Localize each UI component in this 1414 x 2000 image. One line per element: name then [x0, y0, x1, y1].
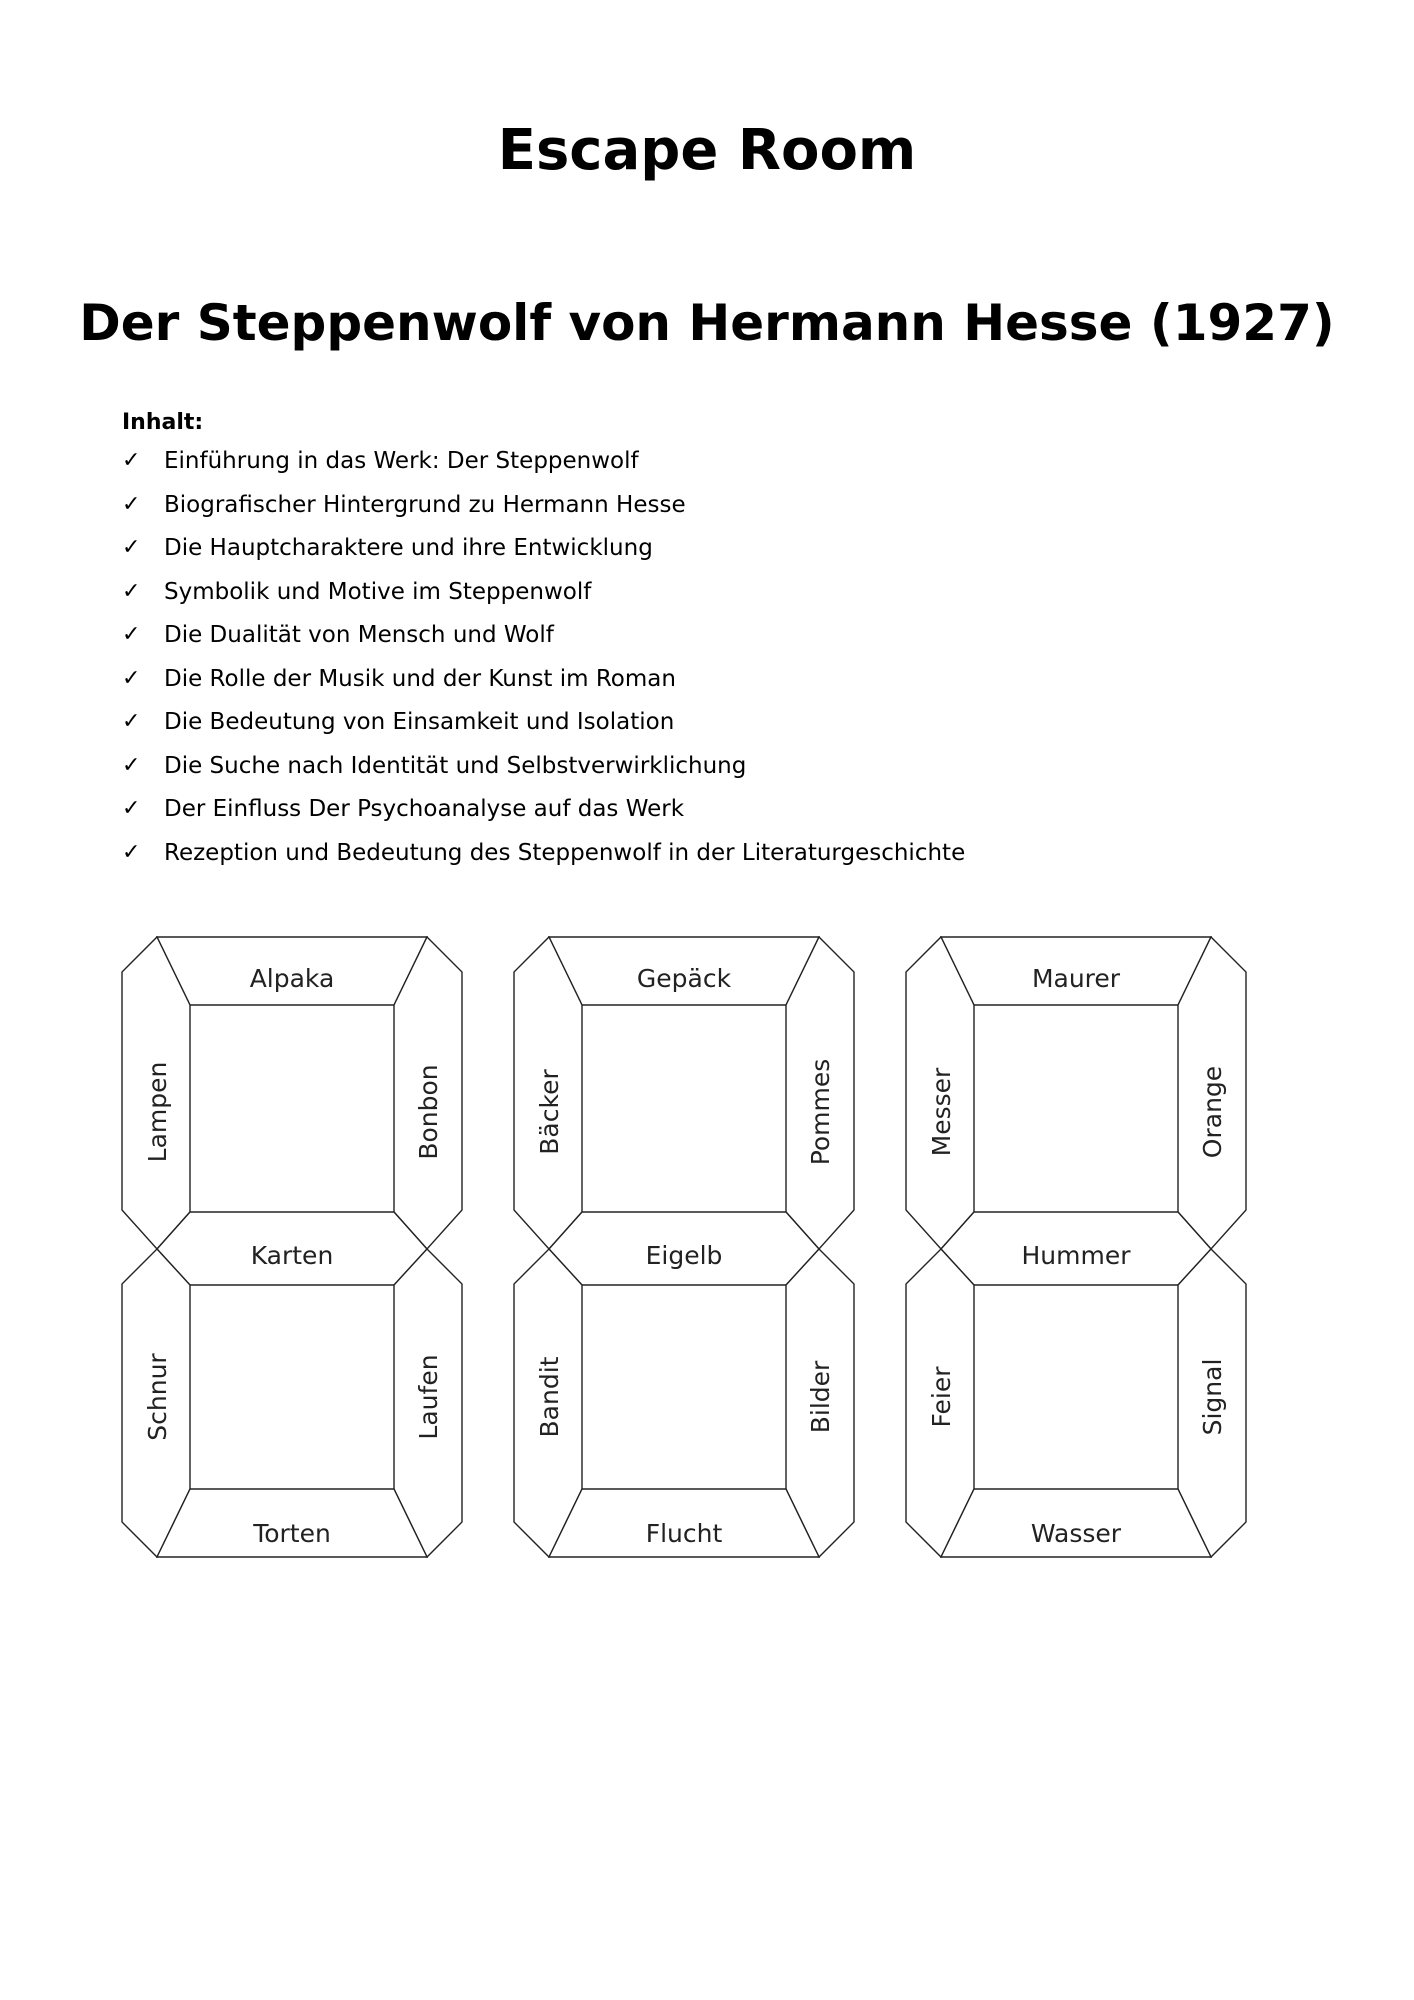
- segment-label-bottom: Flucht: [645, 1519, 723, 1548]
- segment-label-top: Alpaka: [249, 964, 335, 993]
- segment-label-top: Maurer: [1031, 964, 1121, 993]
- list-item: [122, 839, 965, 883]
- page-title: Escape Room: [497, 118, 917, 183]
- list-item: [122, 708, 965, 752]
- list-item: [122, 665, 965, 709]
- check-icon: ✓: [122, 448, 141, 473]
- check-icon: ✓: [122, 491, 141, 517]
- lower-square: [974, 1285, 1178, 1489]
- list-item: [122, 534, 965, 578]
- list-item-text: Der Einfluss Der Psychoanalyse auf das Werk: [164, 796, 685, 822]
- page-subtitle: Der Steppenwolf von Hermann Hesse (1927): [79, 294, 1335, 352]
- list-item-text: Die Hauptcharaktere und ihre Entwicklung: [164, 535, 653, 561]
- segment-label-middle: Hummer: [1021, 1241, 1131, 1270]
- upper-square: [974, 1005, 1178, 1179]
- list-item-text: Die Rolle der Musik und der Kunst im Roman: [164, 665, 676, 692]
- check-icon: ✓: [122, 839, 141, 865]
- segment-label-lower-right: Laufen: [414, 1354, 443, 1440]
- segment-label-upper-left: Bäcker: [535, 1069, 564, 1155]
- list-item: [122, 795, 965, 839]
- list-item-text: Die Suche nach Identität und Selbstverwirklichung: [164, 752, 747, 779]
- list-item: [122, 447, 965, 491]
- upper-square: [190, 1005, 394, 1179]
- toc-heading: Inhalt:: [122, 410, 204, 435]
- segment-label-upper-right: Orange: [1198, 1065, 1227, 1159]
- digit-2: [514, 937, 854, 1557]
- list-item-text: Biografischer Hintergrund zu Hermann Hesse: [164, 491, 686, 518]
- digit-1: [122, 937, 462, 1557]
- seven-segment-puzzle: [110, 925, 1260, 1565]
- segment-label-lower-left: Feier: [927, 1366, 956, 1428]
- segment-label-bottom: Wasser: [1030, 1519, 1122, 1548]
- segment-label-bottom: Torten: [253, 1519, 331, 1548]
- check-icon: ✓: [122, 752, 141, 778]
- list-item-text: Die Dualität von Mensch und Wolf: [164, 622, 554, 648]
- segment-label-top: Gepäck: [636, 964, 732, 993]
- list-item: [122, 578, 965, 622]
- list-item-text: Rezeption und Bedeutung des Steppenwolf in der Literaturgeschichte: [164, 839, 966, 866]
- segment-label-upper-left: Messer: [927, 1067, 956, 1157]
- digit-3: [906, 937, 1246, 1557]
- list-item-text: Die Bedeutung von Einsamkeit und Isolation: [164, 709, 675, 735]
- lower-square: [190, 1285, 394, 1489]
- check-icon: ✓: [122, 709, 141, 734]
- upper-square: [582, 1005, 786, 1179]
- check-icon: ✓: [122, 665, 141, 691]
- list-item: [122, 621, 965, 665]
- check-icon: ✓: [122, 622, 141, 647]
- segment-label-lower-left: Bandit: [535, 1356, 564, 1438]
- segment-label-middle: Karten: [250, 1241, 334, 1270]
- list-item-text: Einführung in das Werk: Der Steppenwolf: [164, 448, 639, 474]
- check-icon: ✓: [122, 578, 141, 604]
- segment-label-lower-right: Signal: [1198, 1358, 1227, 1436]
- segment-label-lower-right: Bilder: [806, 1360, 835, 1434]
- toc-list: [122, 447, 965, 882]
- list-item-text: Symbolik und Motive im Steppenwolf: [164, 578, 592, 605]
- segment-label-upper-right: Bonbon: [414, 1064, 443, 1160]
- segment-label-upper-right: Pommes: [806, 1058, 835, 1166]
- list-item: [122, 491, 965, 535]
- check-icon: ✓: [122, 535, 141, 560]
- list-item: [122, 752, 965, 796]
- segment-label-upper-left: Lampen: [143, 1061, 172, 1163]
- segment-label-middle: Eigelb: [645, 1241, 723, 1270]
- lower-square: [582, 1285, 786, 1489]
- segment-label-lower-left: Schnur: [143, 1353, 172, 1441]
- check-icon: ✓: [122, 796, 141, 821]
